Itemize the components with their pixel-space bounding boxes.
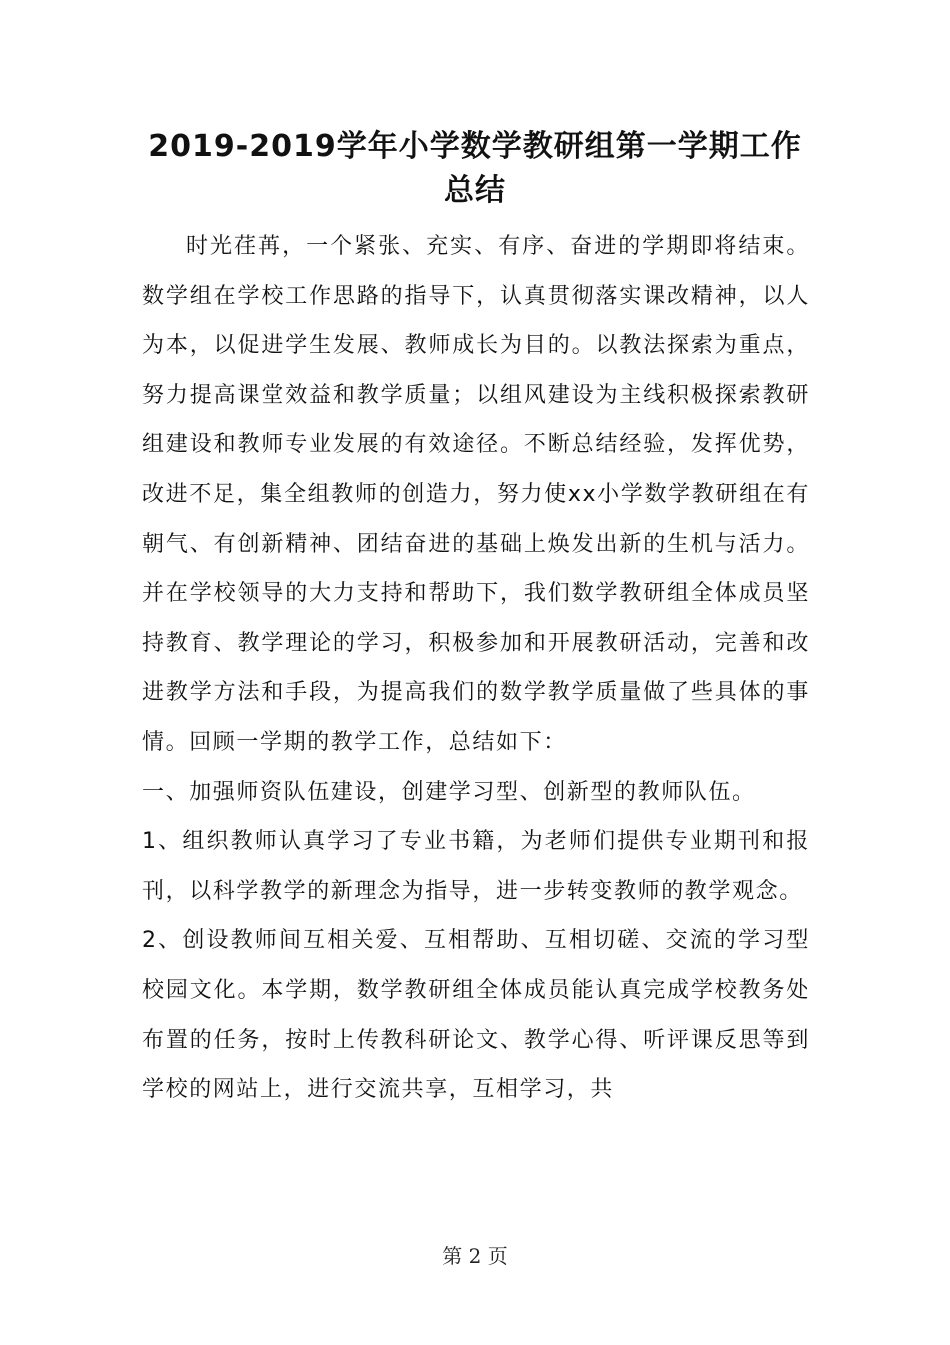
list-item-1: 1、组织教师认真学习了专业书籍，为老师们提供专业期刊和报刊，以科学教学的新理念为指导，进一步转变教师的教学观念。 (142, 829, 810, 904)
section-heading-1: 一、加强师资队伍建设，创建学习型、创新型的教师队伍。 (142, 779, 756, 805)
intro-paragraph: 时光荏苒，一个紧张、充实、有序、奋进的学期即将结束。数学组在学校工作思路的指导下，认真贯彻落实课改精神，以人为本，以促进学生发展、教师成长为目的。以教法探索为重点，努力提高课堂效益和教学质量；以组风建设为主线积极探索教研组建设和教师专业发展的有效途径。不断总结经验，发挥优势，改进不足，集全组教师的创造力，努力使xx小学数学教研组在有朝气、有创新精神、团结奋进的基础上焕发出新的生机与活力。并在学校领导的大力支持和帮助下，我们数学教研组全体成员坚持教育、教学理论的学习，积极参加和开展教研活动，完善和改进教学方法和手段，为提高我们的数学教学质量做了些具体的事情。回顾一学期的教学工作，总结如下： (142, 234, 810, 755)
document-title: 2019-2019学年小学数学教研组第一学期工作总结 (148, 129, 802, 208)
document-body (142, 222, 810, 1115)
page-number: 第 2 页 (442, 1244, 508, 1268)
list-item-2: 2、创设教师间互相关爱、互相帮助、互相切磋、交流的学习型校园文化。本学期，数学教研组全体成员能认真完成学校教务处布置的任务，按时上传教科研论文、教学心得、听评课反思等到学校的网站上，进行交流共享，互相学习，共 (142, 928, 810, 1103)
